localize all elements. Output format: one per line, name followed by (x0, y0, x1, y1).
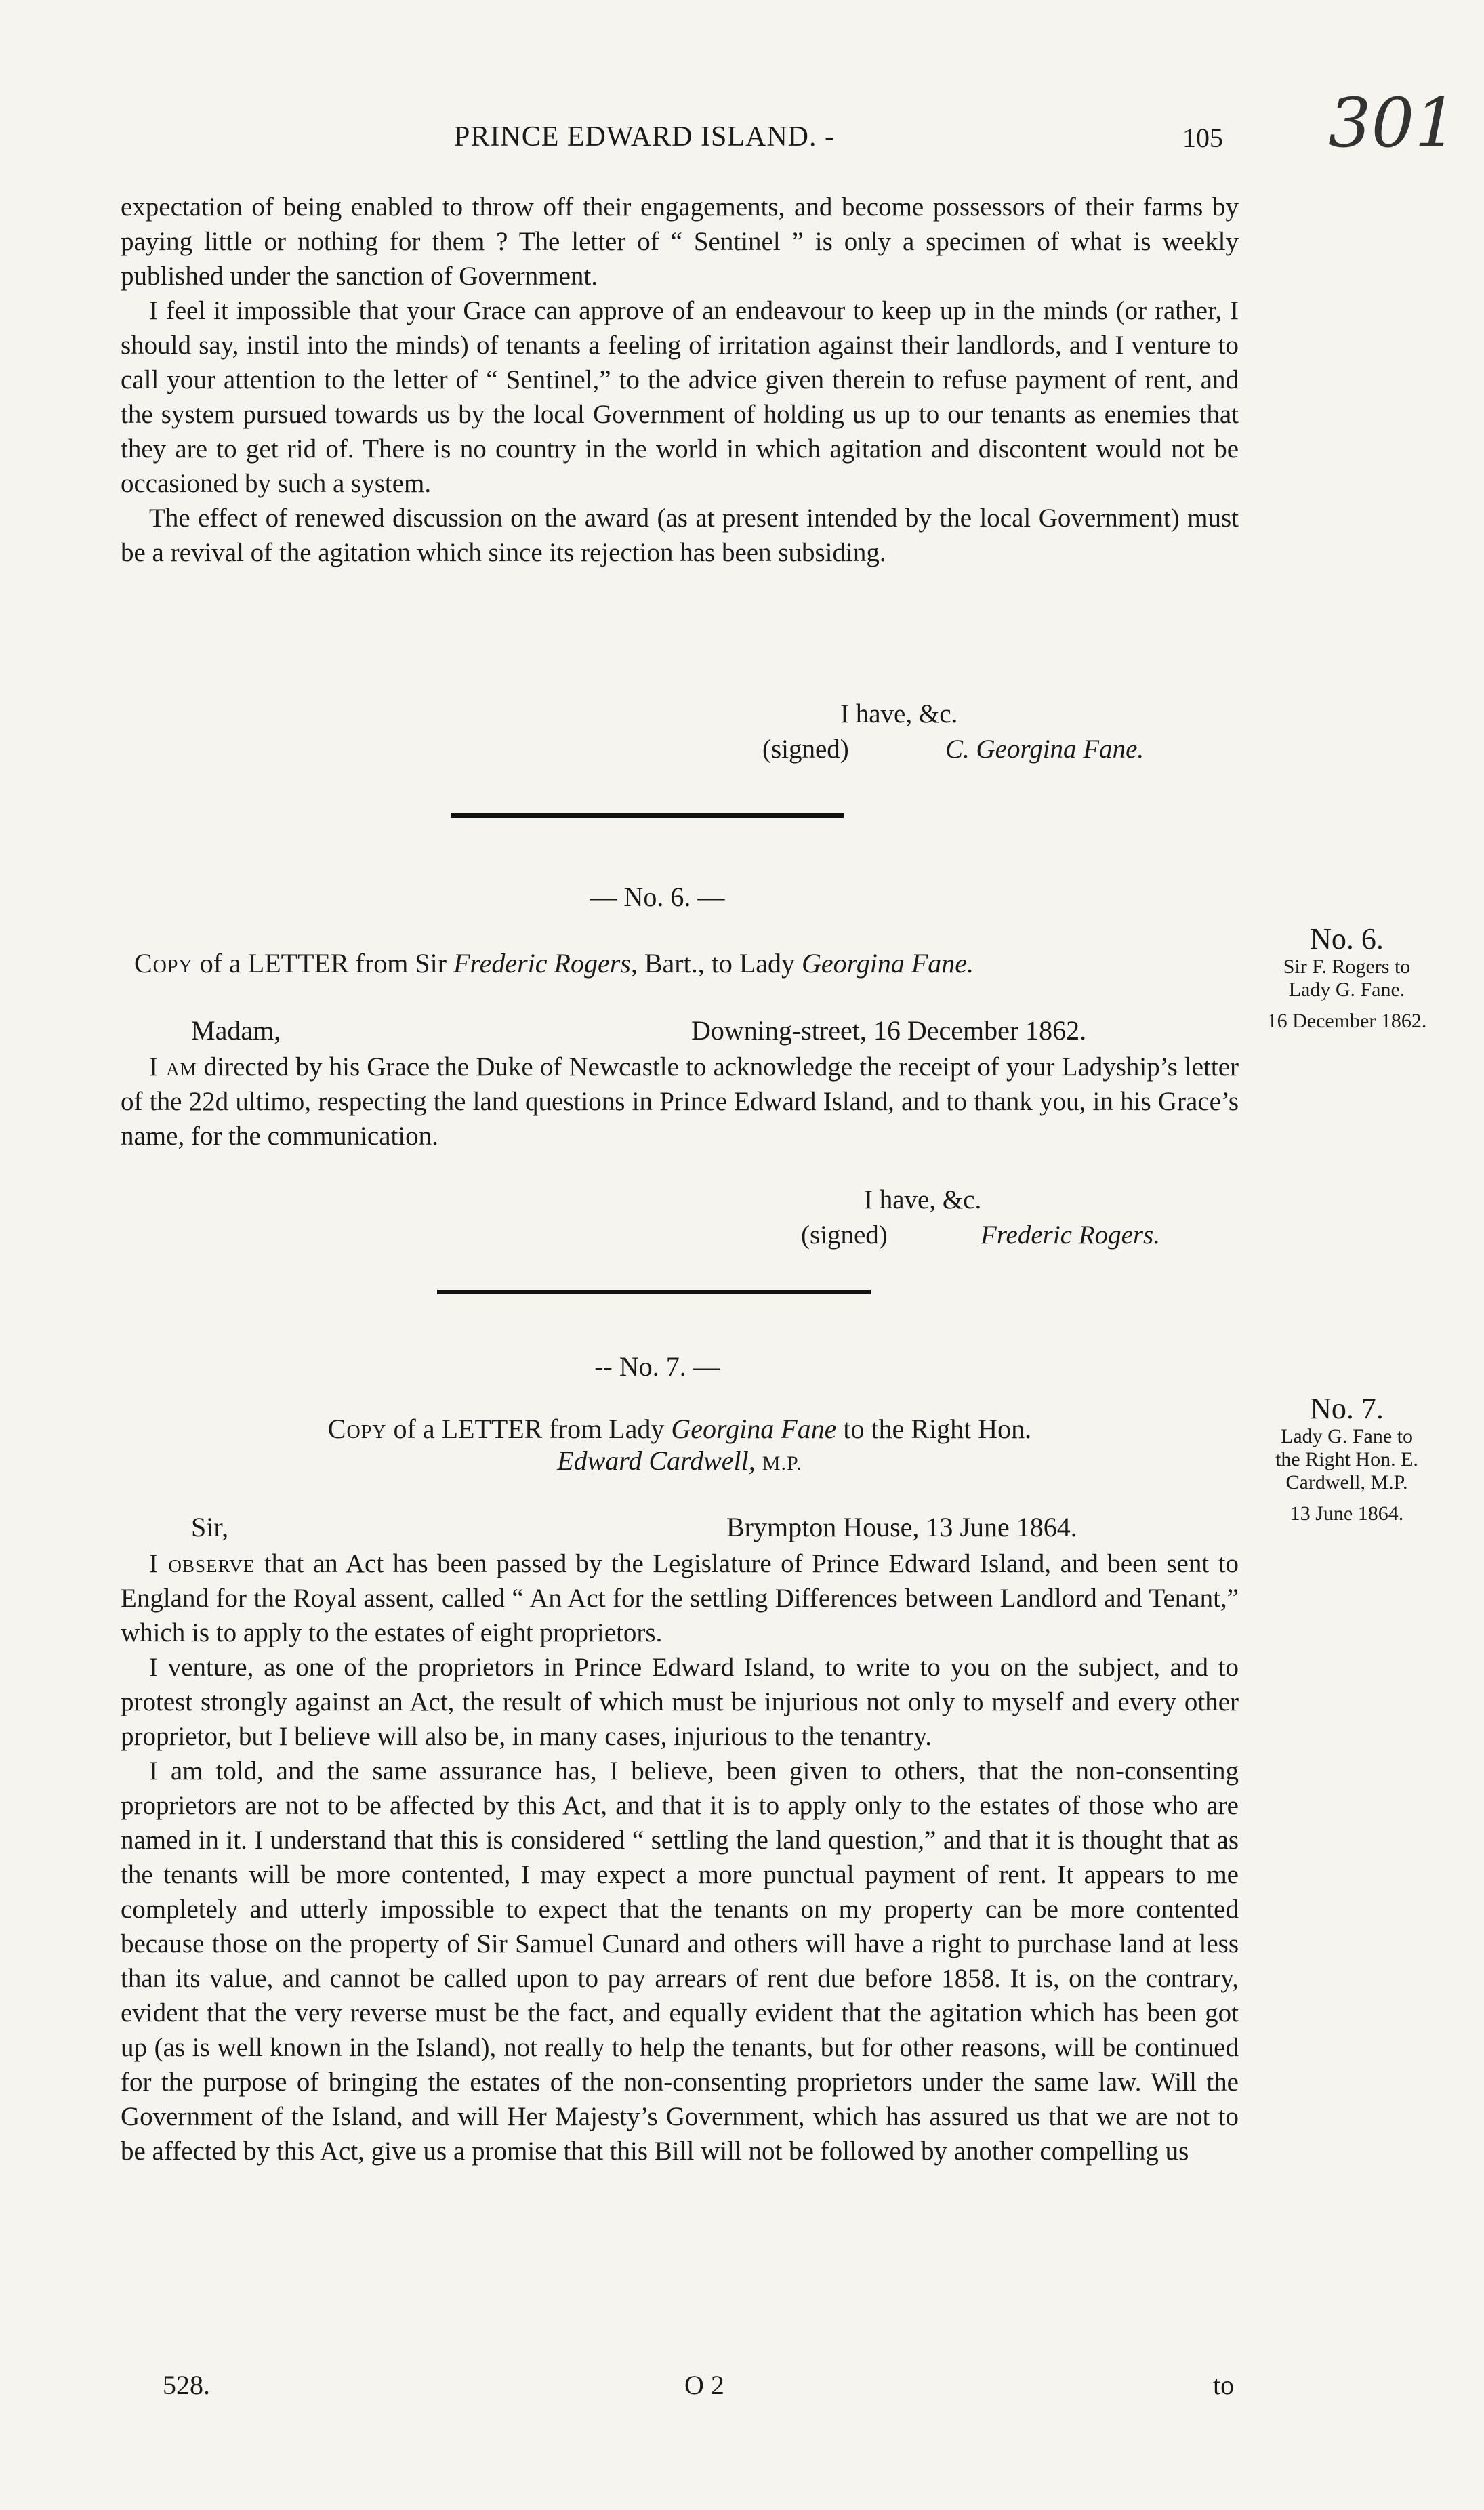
paragraph-lead: I observe (149, 1549, 255, 1578)
footer-signature-mark: O 2 (684, 2370, 724, 2400)
paragraph: The effect of renewed discussion on the award (as at present intended by the local Government) must be a revival of the agitation which since its rejection has been subsiding. (121, 503, 1239, 567)
section-number-no7: -- No. 7. — (594, 1351, 720, 1382)
paragraph: I venture, as one of the proprietors in Prince Edward Island, to write to you on the subject, and to protest strongly against an Act, the result of which must be injurious not only to myself and every other proprietor, but I believe will also be, in many cases, injurious to the tenantry. (121, 1653, 1239, 1751)
signed-label: (signed) (801, 1220, 888, 1250)
margin-note-line: Sir F. Rogers to (1283, 955, 1411, 978)
section-divider-rule (451, 813, 844, 818)
margin-note-date: 16 December 1862. (1266, 1010, 1427, 1032)
footer-print-number: 528. (163, 2370, 210, 2400)
running-head (0, 83, 1484, 163)
paragraph: expectation of being enabled to throw off their engagements, and become possessors of their farms by paying little or nothing for them ? The letter of “ Sentinel ” is only a specimen of what is weekly published under the sanction of Government. (121, 192, 1239, 291)
signed-label: (signed) (762, 735, 849, 764)
margin-note-line: Lady G. Fane. (1288, 979, 1405, 1001)
closing-formula: I have, &c. (840, 699, 958, 728)
paragraph: directed by his Grace the Duke of Newcastle to acknowledge the receipt of your Ladyship’s letter of the 22d ultimo, respecting the land questions in Prince Edward Island, and to thank you, in his Grace’s name, for the communication. (121, 1052, 1239, 1151)
closing-formula: I have, &c. (864, 1185, 982, 1214)
paragraph: that an Act has been passed by the Legislature of Prince Edward Island, and been sent to England for the Royal assent, called “ An Act for the settling Differences between Landlord and Tenant,” which is to apply to the estates of eight proprietors. (121, 1549, 1239, 1647)
paragraph-lead: I am (149, 1052, 197, 1082)
letter-heading-no6: Copy of a LETTER from Sir Frederic Rogers, Bart., to Lady Georgina Fane. (134, 948, 974, 979)
margin-note-number: No. 6. (1310, 922, 1384, 955)
section-divider-rule (437, 1290, 871, 1294)
margin-note-line: Cardwell, M.P. (1285, 1471, 1408, 1494)
salutation: Madam, (191, 1015, 281, 1046)
handwritten-folio-number: 301 (1328, 83, 1458, 163)
letter-6-body (121, 1050, 1239, 1153)
margin-note-line: Lady G. Fane to (1281, 1425, 1413, 1447)
margin-note-no6 (1243, 923, 1450, 1033)
page-number: 105 (1182, 123, 1223, 153)
salutation: Sir, (191, 1512, 229, 1542)
letter-5-continuation (121, 190, 1239, 570)
margin-note-number: No. 7. (1310, 1392, 1384, 1425)
paragraph: I feel it impossible that your Grace can approve of an endeavour to keep up in the minds (or rather, I should say, instil into the minds) of tenants a feeling of irritation against their landlords, and I venture to call your attention to the letter of “ Sentinel,” to the advice given therein to refuse payment of rent, and the system pursued towards us by the local Government of holding us up to our tenants as enemies that they are to get rid of. There is no country in the world in which agitation and discontent would not be occasioned by such a system. (121, 296, 1239, 498)
letter-7-body (121, 1546, 1239, 2168)
signature: C. Georgina Fane. (945, 735, 1145, 764)
footer-catchword: to (1213, 2370, 1235, 2400)
margin-note-line: the Right Hon. E. (1275, 1448, 1418, 1470)
signature: Frederic Rogers. (981, 1220, 1160, 1250)
margin-note-date: 13 June 1864. (1290, 1502, 1404, 1525)
paragraph: I am told, and the same assurance has, I believe, been given to others, that the non-consenting proprietors are not to be affected by this Act, and that it is to apply only to the estates of those who are named in it. I understand that this is considered “ settling the land question,” and that it is thought that as the tenants will be more contented, I may expect a more punctual payment of rent. It appears to me completely and utterly impossible to expect that the tenants on my property can be more contented because those on the property of Sir Samuel Cunard and others will have a right to purchase land at less than its value, and cannot be called upon to pay arrears of rent due before 1858. It is, on the contrary, evident that the very reverse must be the fact, and equally evident that the agitation which has been got up (as is well known in the Island), not really to help the tenants, but for other reasons, will be continued for the purpose of bringing the estates of the non-consenting proprietors under the same law. Will the Government of the Island, and will Her Majesty’s Government, which has assured us that we are not to be affected by this Act, give us a promise that this Bill will not be followed by another compelling us (121, 1756, 1239, 2166)
letter-heading-no7: Copy of a LETTER from Lady Georgina Fane to the Right Hon. Edward Cardwell, M.P. (327, 1414, 1032, 1476)
margin-note-no7 (1243, 1393, 1450, 1525)
section-number-no6: — No. 6. — (590, 882, 725, 912)
place-and-date: Brympton House, 13 June 1864. (726, 1512, 1077, 1542)
running-head-title: PRINCE EDWARD ISLAND. - (454, 121, 835, 152)
place-and-date: Downing-street, 16 December 1862. (691, 1015, 1087, 1046)
